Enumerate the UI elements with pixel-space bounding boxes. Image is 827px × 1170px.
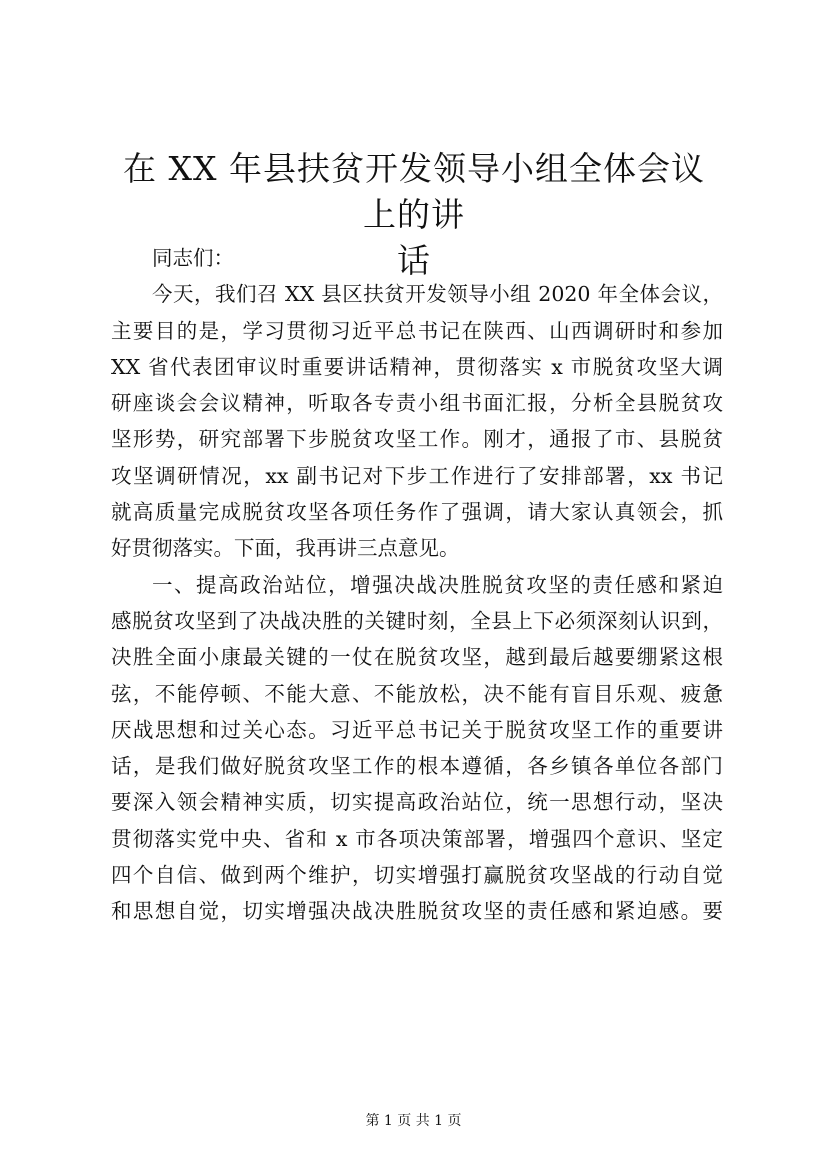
paragraph-1-line: XX 省代表团审议时重要讲话精神，贯彻落实 x 市脱贫攻坚大调 xyxy=(111,354,723,379)
paragraph-1-line: 好贯彻落实。下面，我再讲三点意见。 xyxy=(111,536,460,561)
paragraph-2-line: 决胜全面小康最关键的一仗在脱贫攻坚，越到最后越要绷紧这根 xyxy=(111,645,723,670)
paragraph-1-line: 攻坚调研情况，xx 副书记对下步工作进行了安排部署，xx 书记 xyxy=(111,463,723,488)
paragraph-2-line: 弦，不能停顿、不能大意、不能放松，决不能有盲目乐观、疲惫 xyxy=(111,681,723,706)
paragraph-2-line: 四个自信、做到两个维护，切实增强打赢脱贫攻坚战的行动自觉 xyxy=(111,863,723,888)
paragraph-2-line: 厌战思想和过关心态。习近平总书记关于脱贫攻坚工作的重要讲 xyxy=(111,717,723,742)
paragraph-1-line: 今天，我们召 XX 县区扶贫开发领导小组 2020 年全体会议， xyxy=(152,282,723,307)
paragraph-2-line: 感脱贫攻坚到了决战决胜的关键时刻，全县上下必须深刻认识到， xyxy=(111,608,723,633)
paragraph-2-line: 要深入领会精神实质，切实提高政治站位，统一思想行动，坚决 xyxy=(111,790,723,815)
paragraph-1-line: 研座谈会会议精神，听取各专责小组书面汇报，分析全县脱贫攻 xyxy=(111,391,723,416)
paragraph-2-line: 话，是我们做好脱贫攻坚工作的根本遵循，各乡镇各单位各部门 xyxy=(111,754,723,779)
page-number-footer: 第 1 页 共 1 页 xyxy=(365,1113,462,1129)
title-line-1: 在 XX 年县扶贫开发领导小组全体会议上的讲 xyxy=(123,149,705,234)
paragraph-1-line: 就高质量完成脱贫攻坚各项任务作了强调，请大家认真领会，抓 xyxy=(111,500,723,525)
title-line-2: 话 xyxy=(397,241,431,280)
paragraph-2-line: 和思想自觉，切实增强决战决胜脱贫攻坚的责任感和紧迫感。要 xyxy=(111,899,723,924)
paragraph-1-line: 主要目的是，学习贯彻习近平总书记在陕西、山西调研时和参加 xyxy=(111,318,723,343)
paragraph-2-line: 一、提高政治站位，增强决战决胜脱贫攻坚的责任感和紧迫 xyxy=(152,572,723,597)
document-body xyxy=(111,240,723,930)
paragraph-1-line: 坚形势，研究部署下步脱贫攻坚工作。刚才，通报了市、县脱贫 xyxy=(111,427,723,452)
paragraph-2-line: 贯彻落实党中央、省和 x 市各项决策部署，增强四个意识、坚定 xyxy=(111,826,723,851)
salutation: 同志们： xyxy=(152,246,234,270)
